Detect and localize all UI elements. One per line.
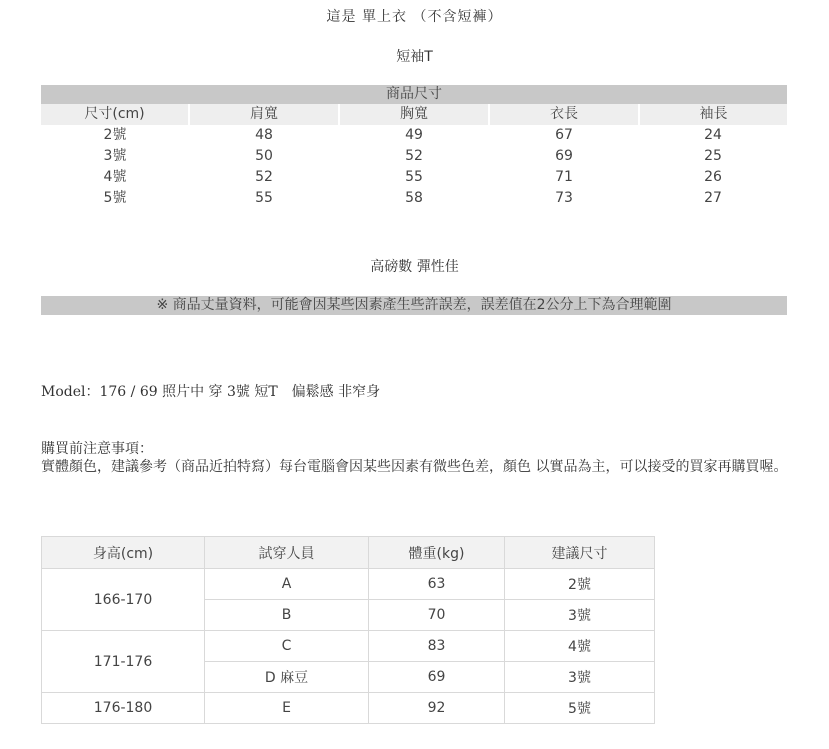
weight-cell: 69 xyxy=(369,662,505,693)
weight-cell: 92 xyxy=(369,693,505,724)
size-cell: 52 xyxy=(255,169,273,185)
size-cell: 71 xyxy=(555,169,573,185)
fit-reference-table xyxy=(41,536,655,724)
size-cell: 2號 xyxy=(103,127,127,143)
fit-table-row xyxy=(42,569,655,600)
size-cell: 55 xyxy=(405,169,423,185)
size-cell: 4號 xyxy=(103,169,127,185)
height-range-cell: 171-176 xyxy=(42,631,205,693)
notice-heading: 購買前注意事項： xyxy=(41,441,153,457)
size-cell: 27 xyxy=(704,190,722,206)
size-chart-header: 尺寸(cm) xyxy=(41,104,189,125)
recommended-size-cell: 5號 xyxy=(505,693,655,724)
size-chart-row xyxy=(41,167,787,188)
size-cell: 24 xyxy=(704,127,722,143)
size-cell: 67 xyxy=(555,127,573,143)
recommended-size-cell: 4號 xyxy=(505,631,655,662)
fit-table-header: 體重(kg) xyxy=(369,537,505,569)
size-chart-header: 袖長 xyxy=(639,104,787,125)
notice-body: 實體顏色，建議參考（商品近拍特寫）每台電腦會因某些因素有微些色差，顏色 以實品為主，可以接受的買家再購買喔。 xyxy=(41,459,788,475)
size-chart-row xyxy=(41,188,787,209)
page-title: 這是 單上衣 （不含短褲） xyxy=(326,9,503,25)
size-cell: 48 xyxy=(255,127,273,143)
size-chart-row xyxy=(41,125,787,146)
size-cell: 50 xyxy=(255,148,273,164)
size-chart-header: 胸寬 xyxy=(339,104,489,125)
fit-table-header: 試穿人員 xyxy=(205,537,369,569)
size-chart-table xyxy=(41,85,787,209)
product-type: 短袖T xyxy=(396,49,433,65)
size-cell: 26 xyxy=(704,169,722,185)
tester-cell: C xyxy=(205,631,369,662)
height-range-cell: 176-180 xyxy=(42,693,205,724)
size-cell: 55 xyxy=(255,190,273,206)
model-note: Model：176 / 69 照片中 穿 3號 短T 偏鬆感 非窄身 xyxy=(41,384,381,400)
size-cell: 58 xyxy=(405,190,423,206)
fabric-note: 高磅數 彈性佳 xyxy=(370,259,459,275)
size-chart-caption: 商品尺寸 xyxy=(41,85,787,104)
fit-table-header: 身高(cm) xyxy=(42,537,205,569)
size-chart-row xyxy=(41,146,787,167)
tester-cell: B xyxy=(205,600,369,631)
weight-cell: 70 xyxy=(369,600,505,631)
recommended-size-cell: 3號 xyxy=(505,662,655,693)
measurement-disclaimer: ※ 商品丈量資料，可能會因某些因素產生些許誤差，誤差值在2公分上下為合理範圍 xyxy=(41,296,787,315)
size-cell: 49 xyxy=(405,127,423,143)
weight-cell: 83 xyxy=(369,631,505,662)
fit-table-header: 建議尺寸 xyxy=(505,537,655,569)
size-cell: 25 xyxy=(704,148,722,164)
size-cell: 73 xyxy=(555,190,573,206)
tester-cell: A xyxy=(205,569,369,600)
fit-table-row xyxy=(42,631,655,662)
fit-table-header-row xyxy=(42,537,655,569)
size-cell: 52 xyxy=(405,148,423,164)
tester-cell: E xyxy=(205,693,369,724)
size-chart-header-row xyxy=(41,104,787,125)
size-chart-header: 衣長 xyxy=(489,104,639,125)
recommended-size-cell: 2號 xyxy=(505,569,655,600)
size-cell: 5號 xyxy=(103,190,127,206)
size-chart-caption-row xyxy=(41,85,787,104)
size-cell: 3號 xyxy=(103,148,127,164)
weight-cell: 63 xyxy=(369,569,505,600)
fit-table-row xyxy=(42,693,655,724)
size-chart-header: 肩寬 xyxy=(189,104,339,125)
purchase-notice xyxy=(41,440,791,476)
height-range-cell: 166-170 xyxy=(42,569,205,631)
tester-cell: D 麻豆 xyxy=(205,662,369,693)
recommended-size-cell: 3號 xyxy=(505,600,655,631)
size-cell: 69 xyxy=(555,148,573,164)
